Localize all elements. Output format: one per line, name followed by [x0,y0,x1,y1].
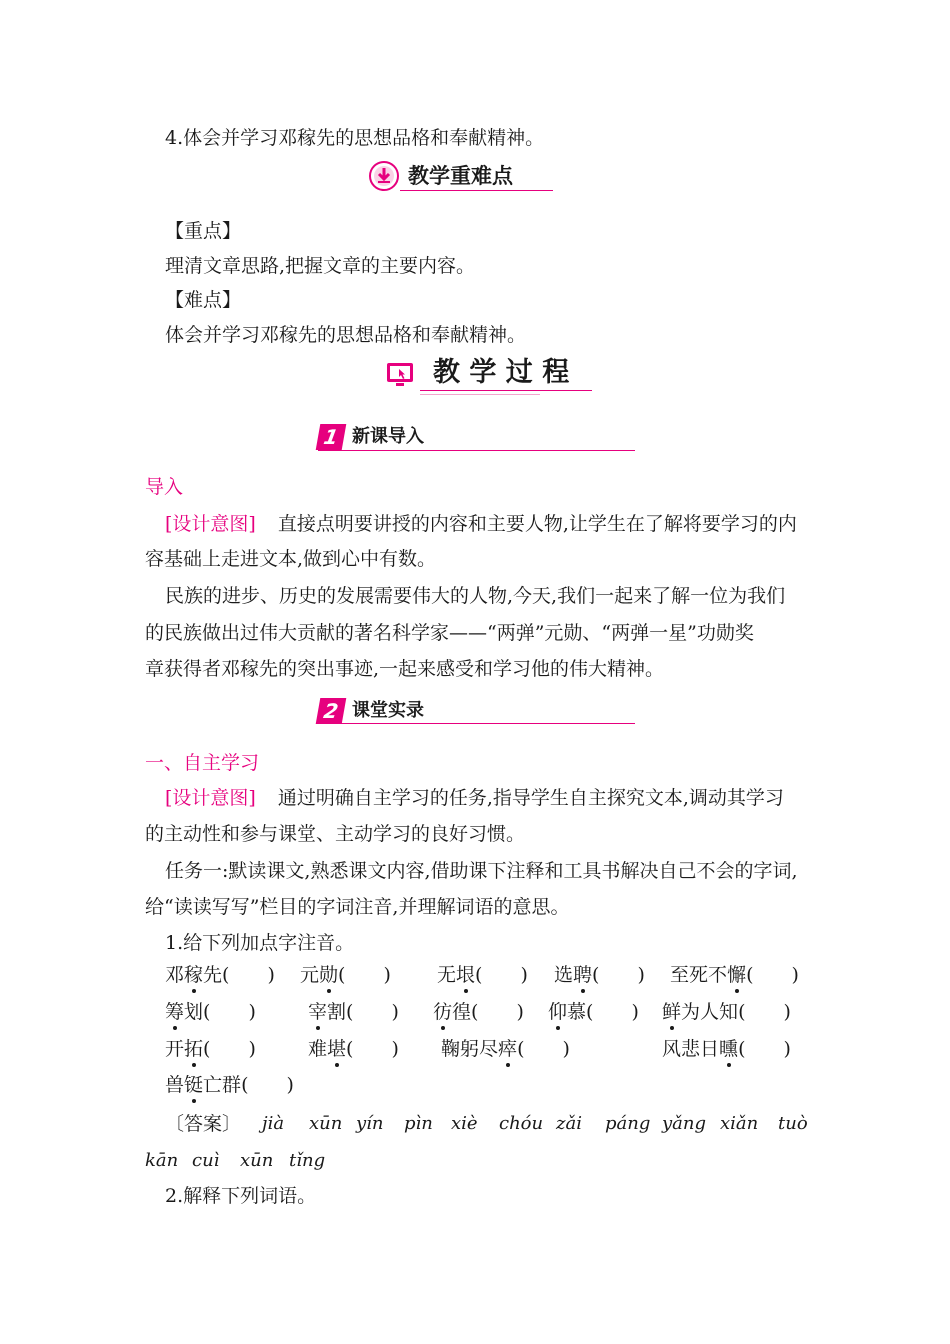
vocab-word: 彷徨( ) [433,1001,524,1023]
answer-pinyin: yǎng [662,1113,707,1134]
vocab-word: 风悲日曛( ) [662,1038,791,1060]
design1-line2: 容基础上走进文本,做到心中有数。 [145,548,437,570]
objective-4: 4.体会并学习邓稼先的思想品格和奉献精神。 [165,127,545,149]
design1-label: [设计意图] [165,513,256,535]
part1-number: 1 [316,424,347,450]
vocab-word: 邓稼先( ) [165,964,275,986]
task1-line1: 任务一:默读课文,熟悉课文内容,借助课下注释和工具书解决自己不会的字词, [165,860,798,882]
q2-title: 2.解释下列词语。 [165,1185,317,1207]
intro-para-line2: 的民族做出过伟大贡献的著名科学家——“两弹”元勋、“两弹一星”功勋奖 [145,622,754,644]
answer-pinyin: xiǎn [720,1113,759,1134]
answer-pinyin: tuò [778,1113,808,1134]
monitor-icon [385,360,415,390]
answer-pinyin: jià [262,1113,285,1134]
section-header-keypoints [368,160,513,192]
task1-line2: 给“读读写写”栏目的字词注音,并理解词语的意思。 [145,896,570,918]
answer-pinyin: pìn [404,1113,433,1134]
difficult-text: 体会并学习邓稼先的思想品格和奉献精神。 [165,324,527,346]
design2-line2: 的主动性和参与课堂、主动学习的良好习惯。 [145,823,526,845]
key-text: 理清文章思路,把握文章的主要内容。 [165,255,476,277]
section-rule-keypoints [400,190,553,191]
answer-pinyin: yín [356,1113,384,1134]
design2-text1: 通过明确自主学习的任务,指导学生自主探究文本,调动其学习 [277,787,784,809]
vocab-word: 难堪( ) [308,1038,399,1060]
part1-title: 新课导入 [352,426,424,447]
vocab-word: 选聘( ) [554,964,645,986]
answer-pinyin: tǐng [289,1150,326,1171]
self-study-heading: 一、自主学习 [145,752,260,774]
vocab-word: 仰慕( ) [548,1001,639,1023]
part2-header [318,698,424,724]
intro-para-line1: 民族的进步、历史的发展需要伟大的人物,今天,我们一起来了解一位为我们 [165,585,786,607]
answer-pinyin: páng [605,1113,651,1134]
vocab-word: 开拓( ) [165,1038,256,1060]
design1-text1: 直接点明要讲授的内容和主要人物,让学生在了解将要学习的内 [277,513,797,535]
section-title-keypoints: 教学重难点 [408,164,513,188]
download-icon [368,160,400,192]
answer-pinyin: xūn [240,1150,274,1171]
q1-title: 1.给下列加点字注音。 [165,932,355,954]
vocab-word: 鞠躬尽瘁( ) [441,1038,570,1060]
section-rule-process-2 [420,394,540,395]
design2-line1 [165,785,784,811]
vocab-word: 元勋( ) [300,964,391,986]
vocab-word: 筹划( ) [165,1001,256,1023]
answer-pinyin: xūn [309,1113,343,1134]
vocab-word: 兽铤亡群( ) [165,1074,294,1096]
section-title-process: 教 学 过 程 [433,357,570,388]
part1-rule [318,450,635,451]
section-rule-process [420,390,592,391]
answer-pinyin: kān [145,1150,179,1171]
answer-pinyin: xiè [451,1113,478,1134]
design2-label: [设计意图] [165,787,256,809]
vocab-word: 宰割( ) [308,1001,399,1023]
intro-heading: 导入 [145,476,184,498]
answer-pinyin: chóu [499,1113,544,1134]
vocab-word: 至死不懈( ) [670,964,799,986]
vocab-word: 鲜为人知( ) [662,1001,791,1023]
answer-pinyin: zǎi [556,1113,582,1134]
vocab-word: 无垠( ) [437,964,528,986]
part2-number: 2 [316,698,347,724]
intro-para-line3: 章获得者邓稼先的突出事迹,一起来感受和学习他的伟大精神。 [145,658,665,680]
part2-rule [318,723,635,724]
section-header-process [385,356,569,390]
key-label: 【重点】 [165,220,242,242]
difficult-label: 【难点】 [165,289,242,311]
design1-line1 [165,511,797,537]
part1-header [318,424,424,450]
answer-pinyin: cuì [192,1150,220,1171]
part2-title: 课堂实录 [352,700,424,721]
answer-label: 〔答案〕 [165,1113,242,1135]
